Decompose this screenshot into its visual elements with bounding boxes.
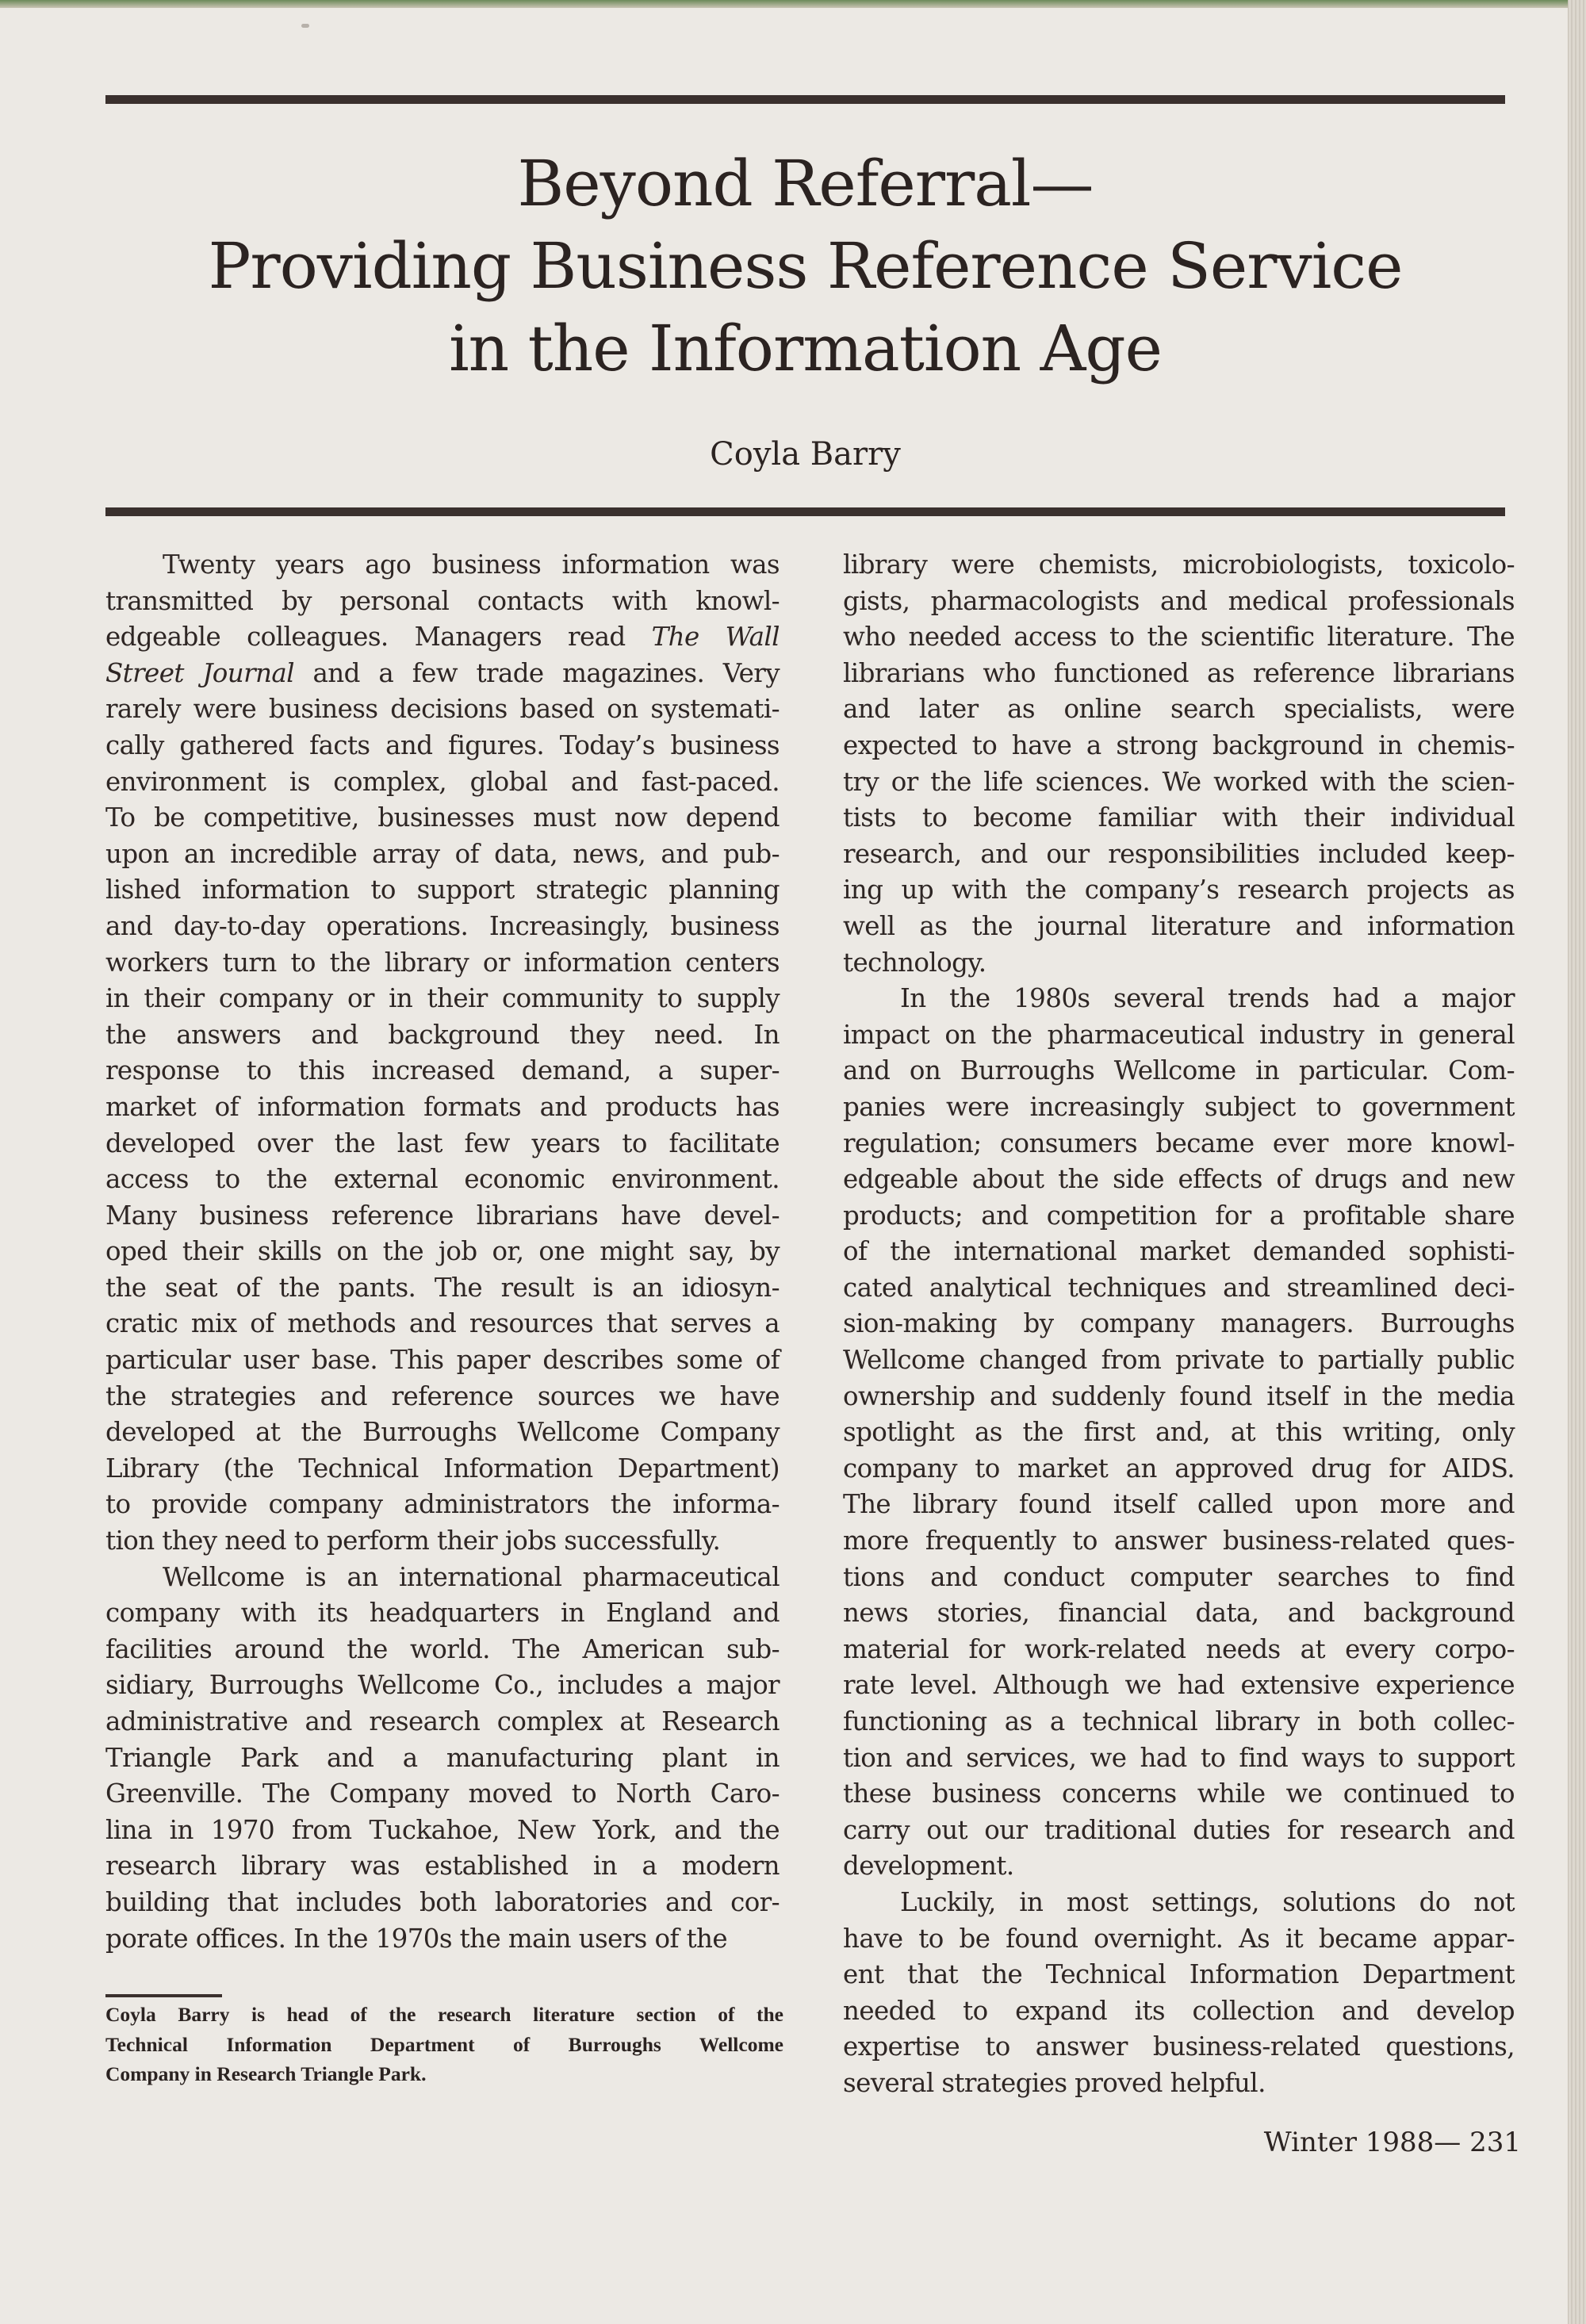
text-line: products; and competition for a profitable share xyxy=(843,1200,1515,1231)
paper-speck xyxy=(301,24,309,28)
text-line: tion they need to perform their jobs successfully. xyxy=(105,1526,721,1556)
page-folio: Winter 1988— 231 xyxy=(1263,2127,1521,2158)
title-line: Beyond Referral— xyxy=(517,147,1094,220)
text-line: company to market an approved drug for AIDS. xyxy=(843,1453,1515,1484)
text-line: news stories, financial data, and background xyxy=(843,1598,1515,1629)
author-byline: Coyla Barry xyxy=(710,436,901,473)
text-line: the answers and background they need. In xyxy=(105,1019,780,1050)
paragraph xyxy=(843,547,1515,981)
text-line: ownership and suddenly found itself in the media xyxy=(843,1380,1515,1411)
text-line: transmitted by personal contacts with knowl- xyxy=(105,585,780,616)
text-line: material for work-related needs at every corpo- xyxy=(843,1633,1515,1664)
text-line: of the international market demanded sophisti- xyxy=(843,1236,1515,1267)
text-line: needed to expand its collection and develop xyxy=(843,1995,1515,2026)
text-line: who needed access to the scientific literature. The xyxy=(843,622,1515,653)
text-line: environment is complex, global and fast-paced. xyxy=(105,766,780,797)
text-line: expected to have a strong background in chemis- xyxy=(843,729,1515,760)
text-line: edgeable colleagues. Managers read The Wall xyxy=(105,622,780,653)
text-line: expertise to answer business-related questions, xyxy=(843,2031,1515,2062)
author-footnote xyxy=(105,2000,783,2089)
text-line: upon an incredible array of data, news, and pub- xyxy=(105,838,780,869)
text-line: research, and our responsibilities included keep- xyxy=(843,838,1515,869)
text-line: developed at the Burroughs Wellcome Company xyxy=(105,1417,780,1448)
text-line: building that includes both laboratories and cor- xyxy=(105,1886,780,1917)
text-line: and later as online search specialists, were xyxy=(843,694,1515,725)
text-line: Luckily, in most settings, solutions do not xyxy=(900,1886,1515,1917)
text-line: administrative and research complex at Research xyxy=(105,1706,780,1736)
text-line: market of information formats and products has xyxy=(105,1091,780,1122)
text-line: ent that the Technical Information Department xyxy=(843,1959,1515,1990)
text-line: Twenty years ago business information was xyxy=(163,549,780,580)
right-column xyxy=(843,547,1515,2102)
header-rule-top xyxy=(105,95,1505,104)
text-line: lina in 1970 from Tuckahoe, New York, and the xyxy=(105,1814,780,1845)
text-line: several strategies proved helpful. xyxy=(843,2067,1266,2098)
footnote-line: Company in Research Triangle Park. xyxy=(105,2062,427,2085)
text-line: sidiary, Burroughs Wellcome Co., includes a major xyxy=(105,1670,780,1701)
text-line: to provide company administrators the informa- xyxy=(105,1489,780,1520)
text-line: have to be found overnight. As it became appar- xyxy=(843,1923,1515,1954)
text-line: Wellcome is an international pharmaceutical xyxy=(163,1561,780,1592)
text-line: workers turn to the library or information centers xyxy=(105,947,780,978)
text-line: the seat of the pants. The result is an idiosyn- xyxy=(105,1272,780,1303)
text-line: lished information to support strategic planning xyxy=(105,875,780,905)
italic-title: Street Journal xyxy=(105,657,294,688)
text-line: rarely were business decisions based on systemati- xyxy=(105,694,780,725)
title-line: in the Information Age xyxy=(449,312,1162,385)
text-line: regulation; consumers became ever more knowl- xyxy=(843,1128,1515,1158)
text-line: Greenville. The Company moved to North Caro- xyxy=(105,1778,780,1809)
text-line: Wellcome changed from private to partially public xyxy=(843,1345,1515,1376)
text-line: access to the external economic environment. xyxy=(105,1164,780,1195)
text-line: rate level. Although we had extensive experience xyxy=(843,1670,1515,1701)
text-line: and on Burroughs Wellcome in particular. Com- xyxy=(843,1055,1515,1086)
paragraph xyxy=(105,547,780,1560)
text-line: Triangle Park and a manufacturing plant in xyxy=(105,1742,780,1773)
text-line: developed over the last few years to facilitate xyxy=(105,1128,780,1158)
text-line: company with its headquarters in England and xyxy=(105,1598,780,1629)
text-line: carry out our traditional duties for research and xyxy=(843,1814,1515,1845)
text-line: edgeable about the side effects of drugs and new xyxy=(843,1164,1515,1195)
text-line: cated analytical techniques and streamlined deci- xyxy=(843,1272,1515,1303)
text-line: spotlight as the first and, at this writing, only xyxy=(843,1417,1515,1448)
paragraph xyxy=(843,981,1515,1885)
paragraph xyxy=(105,1560,780,1958)
text-line: panies were increasingly subject to government xyxy=(843,1091,1515,1122)
text-line: sion-making by company managers. Burroughs xyxy=(843,1308,1515,1339)
text-line: The library found itself called upon more and xyxy=(843,1489,1515,1520)
scan-top-edge xyxy=(0,0,1586,8)
article-title xyxy=(105,143,1505,390)
text-line: more frequently to answer business-related ques- xyxy=(843,1526,1515,1556)
text-line: response to this increased demand, a super- xyxy=(105,1055,780,1086)
text-line: In the 1980s several trends had a major xyxy=(900,983,1515,1014)
text-line: porate offices. In the 1970s the main users of the xyxy=(105,1923,728,1954)
text-line: facilities around the world. The American sub- xyxy=(105,1633,780,1664)
paragraph xyxy=(843,1885,1515,2102)
text-line: library were chemists, microbiologists, toxicolo- xyxy=(843,549,1515,580)
text-line: impact on the pharmaceutical industry in general xyxy=(843,1019,1515,1050)
text-line: To be competitive, businesses must now depend xyxy=(105,802,780,833)
text-line: gists, pharmacologists and medical professionals xyxy=(843,585,1515,616)
page-edge-right xyxy=(1568,0,1586,2324)
text-line: try or the life sciences. We worked with the scien- xyxy=(843,766,1515,797)
text-line: technology. xyxy=(843,947,986,978)
text-line: oped their skills on the job or, one might say, by xyxy=(105,1236,780,1267)
text-line: the strategies and reference sources we have xyxy=(105,1380,780,1411)
text-line: research library was established in a modern xyxy=(105,1851,780,1882)
text-line: ing up with the company’s research projects as xyxy=(843,875,1515,905)
text-line: Many business reference librarians have devel- xyxy=(105,1200,780,1231)
text-line: and day-to-day operations. Increasingly, business xyxy=(105,910,780,941)
left-column xyxy=(105,547,780,1957)
footnote-rule xyxy=(105,1994,222,1997)
text-line: development. xyxy=(843,1851,1014,1882)
text-line: cratic mix of methods and resources that serves a xyxy=(105,1308,780,1339)
text-line: Street Journal and a few trade magazines. Very xyxy=(105,657,780,688)
footnote-line: Coyla Barry is head of the research literature section of the xyxy=(105,2003,783,2026)
text-line: well as the journal literature and information xyxy=(843,910,1515,941)
text-line: Library (the Technical Information Department) xyxy=(105,1453,780,1484)
text-line: tions and conduct computer searches to find xyxy=(843,1561,1515,1592)
text-line: functioning as a technical library in both collec- xyxy=(843,1706,1515,1736)
title-line: Providing Business Reference Service xyxy=(208,229,1403,303)
text-line: in their company or in their community to supply xyxy=(105,983,780,1014)
text-line: librarians who functioned as reference librarians xyxy=(843,657,1515,688)
text-line: tion and services, we had to find ways to support xyxy=(843,1742,1515,1773)
header-rule-bottom xyxy=(105,507,1505,516)
text-line: particular user base. This paper describes some of xyxy=(105,1345,780,1376)
italic-title: The Wall xyxy=(651,622,780,653)
text-line: tists to become familiar with their individual xyxy=(843,802,1515,833)
text-line: these business concerns while we continued to xyxy=(843,1778,1515,1809)
text-line: cally gathered facts and figures. Today’s business xyxy=(105,729,780,760)
footnote-line: Technical Information Department of Burroughs Wellcome xyxy=(105,2032,783,2056)
